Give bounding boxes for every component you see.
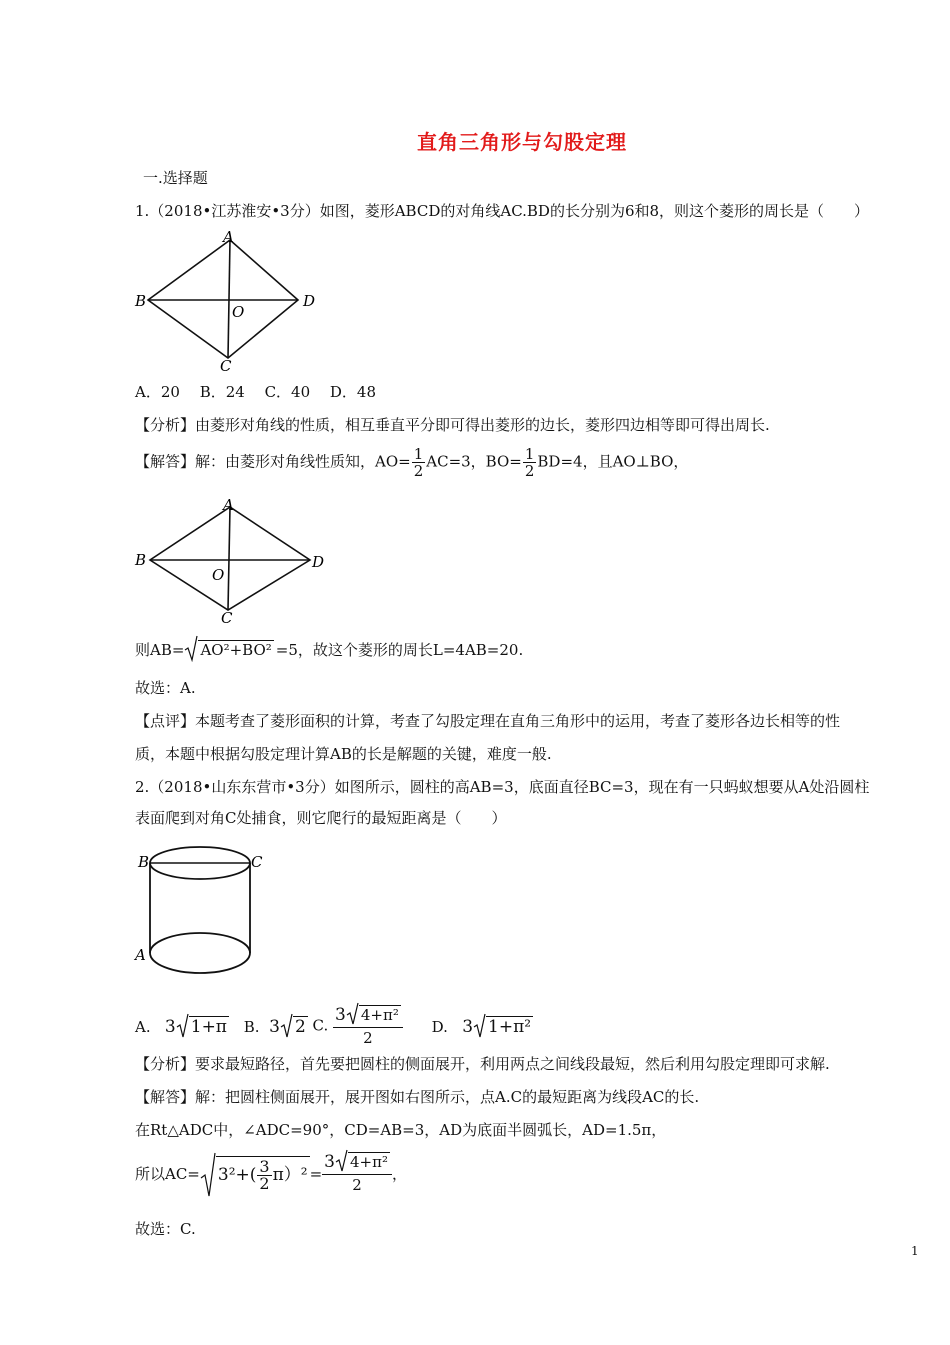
- option-c: C. 3 4+π² 2: [313, 1005, 403, 1048]
- option-a: A. 3 1+π: [135, 1017, 229, 1037]
- option-b: B. 3 2: [244, 1017, 308, 1037]
- label-d: D: [312, 553, 325, 571]
- cylinder-figure: [130, 845, 280, 980]
- question-2-stem-line2: 表面爬到对角C处捕食，则它爬行的最短距离是（ ）: [135, 809, 507, 827]
- option-d: D. 3 1+π²: [432, 1017, 533, 1037]
- label-c: C: [251, 853, 263, 871]
- question-1-analysis: 【分析】由菱形对角线的性质，相互垂直平分即可得出菱形的边长，菱形四边相等即可得出周长.: [135, 416, 770, 434]
- label-c: C: [220, 357, 232, 375]
- question-2-choose: 故选：C.: [135, 1220, 196, 1238]
- section-heading: 一.选择题: [143, 169, 208, 187]
- label-o: O: [212, 566, 225, 584]
- question-1-ab-line: 则AB= AO²+BO² =5，故这个菱形的周长L=4AB=20.: [135, 640, 523, 670]
- question-1-comment-line1: 【点评】本题考查了菱形面积的计算，考查了勾股定理在直角三角形中的运用，考查了菱形各边长相等的性: [135, 712, 841, 730]
- label-b: B: [138, 853, 150, 871]
- question-2-stem-line1: 2.（2018•山东东营市•3分）如图所示，圆柱的高AB=3，底面直径BC=3，现在有一只蚂蚁想要从A处沿圆柱: [135, 778, 870, 796]
- label-d: D: [303, 292, 316, 310]
- question-2-options: [135, 1005, 533, 1045]
- page-title: 直角三角形与勾股定理: [417, 130, 627, 154]
- label-o: O: [232, 303, 245, 321]
- fraction-half-2: $\frac{1}{2}$: [524, 445, 535, 480]
- page-number: 1: [911, 1244, 919, 1258]
- question-1-choose: 故选：A.: [135, 679, 196, 697]
- question-2-rt-line: 在Rt△ADC中，∠ADC=90°，CD=AB=3，AD为底面半圆弧长，AD=1.5π，: [135, 1121, 667, 1139]
- label-a: A: [223, 228, 234, 246]
- label-a: A: [135, 946, 146, 964]
- question-2-ac-line: 所以AC= 3²+( $\frac{3}{2}$ π）² = 3 4+π² 2 ，: [135, 1152, 407, 1194]
- question-2-solution: 【解答】解：把圆柱侧面展开，展开图如右图所示，点A.C的最短距离为线段AC的长.: [135, 1088, 700, 1106]
- fraction-half-1: $\frac{1}{2}$: [413, 445, 424, 480]
- radical-ab: AO²+BO²: [184, 640, 273, 660]
- label-c: C: [221, 609, 233, 627]
- rhombus-figure-2: [130, 495, 340, 630]
- label-b: B: [135, 551, 147, 569]
- question-1-comment-line2: 质，本题中根据勾股定理计算AB的长是解题的关键，难度一般.: [135, 745, 552, 763]
- question-1-stem: 1.（2018•江苏淮安•3分）如图，菱形ABCD的对角线AC.BD的长分别为6和8，则这个菱形的周长是（ ）: [135, 202, 870, 220]
- question-1-options: A．20 B．24 C．40 D．48: [135, 383, 377, 401]
- fraction-ac-result: 3 4+π² 2: [322, 1152, 392, 1195]
- radical-ac: 3²+( $\frac{3}{2}$ π）²: [200, 1156, 310, 1192]
- rhombus-figure-1: [130, 228, 330, 378]
- question-1-solution: 【解答】解：由菱形对角线性质知，AO= $\frac{1}{2}$ AC=3，BO= $\frac{1}{2}$ BD=4，且AO⊥BO，: [135, 445, 689, 480]
- label-a: A: [223, 496, 234, 514]
- question-2-analysis: 【分析】要求最短路径，首先要把圆柱的侧面展开，利用两点之间线段最短，然后利用勾股定理即可求解.: [135, 1055, 830, 1073]
- label-b: B: [135, 292, 147, 310]
